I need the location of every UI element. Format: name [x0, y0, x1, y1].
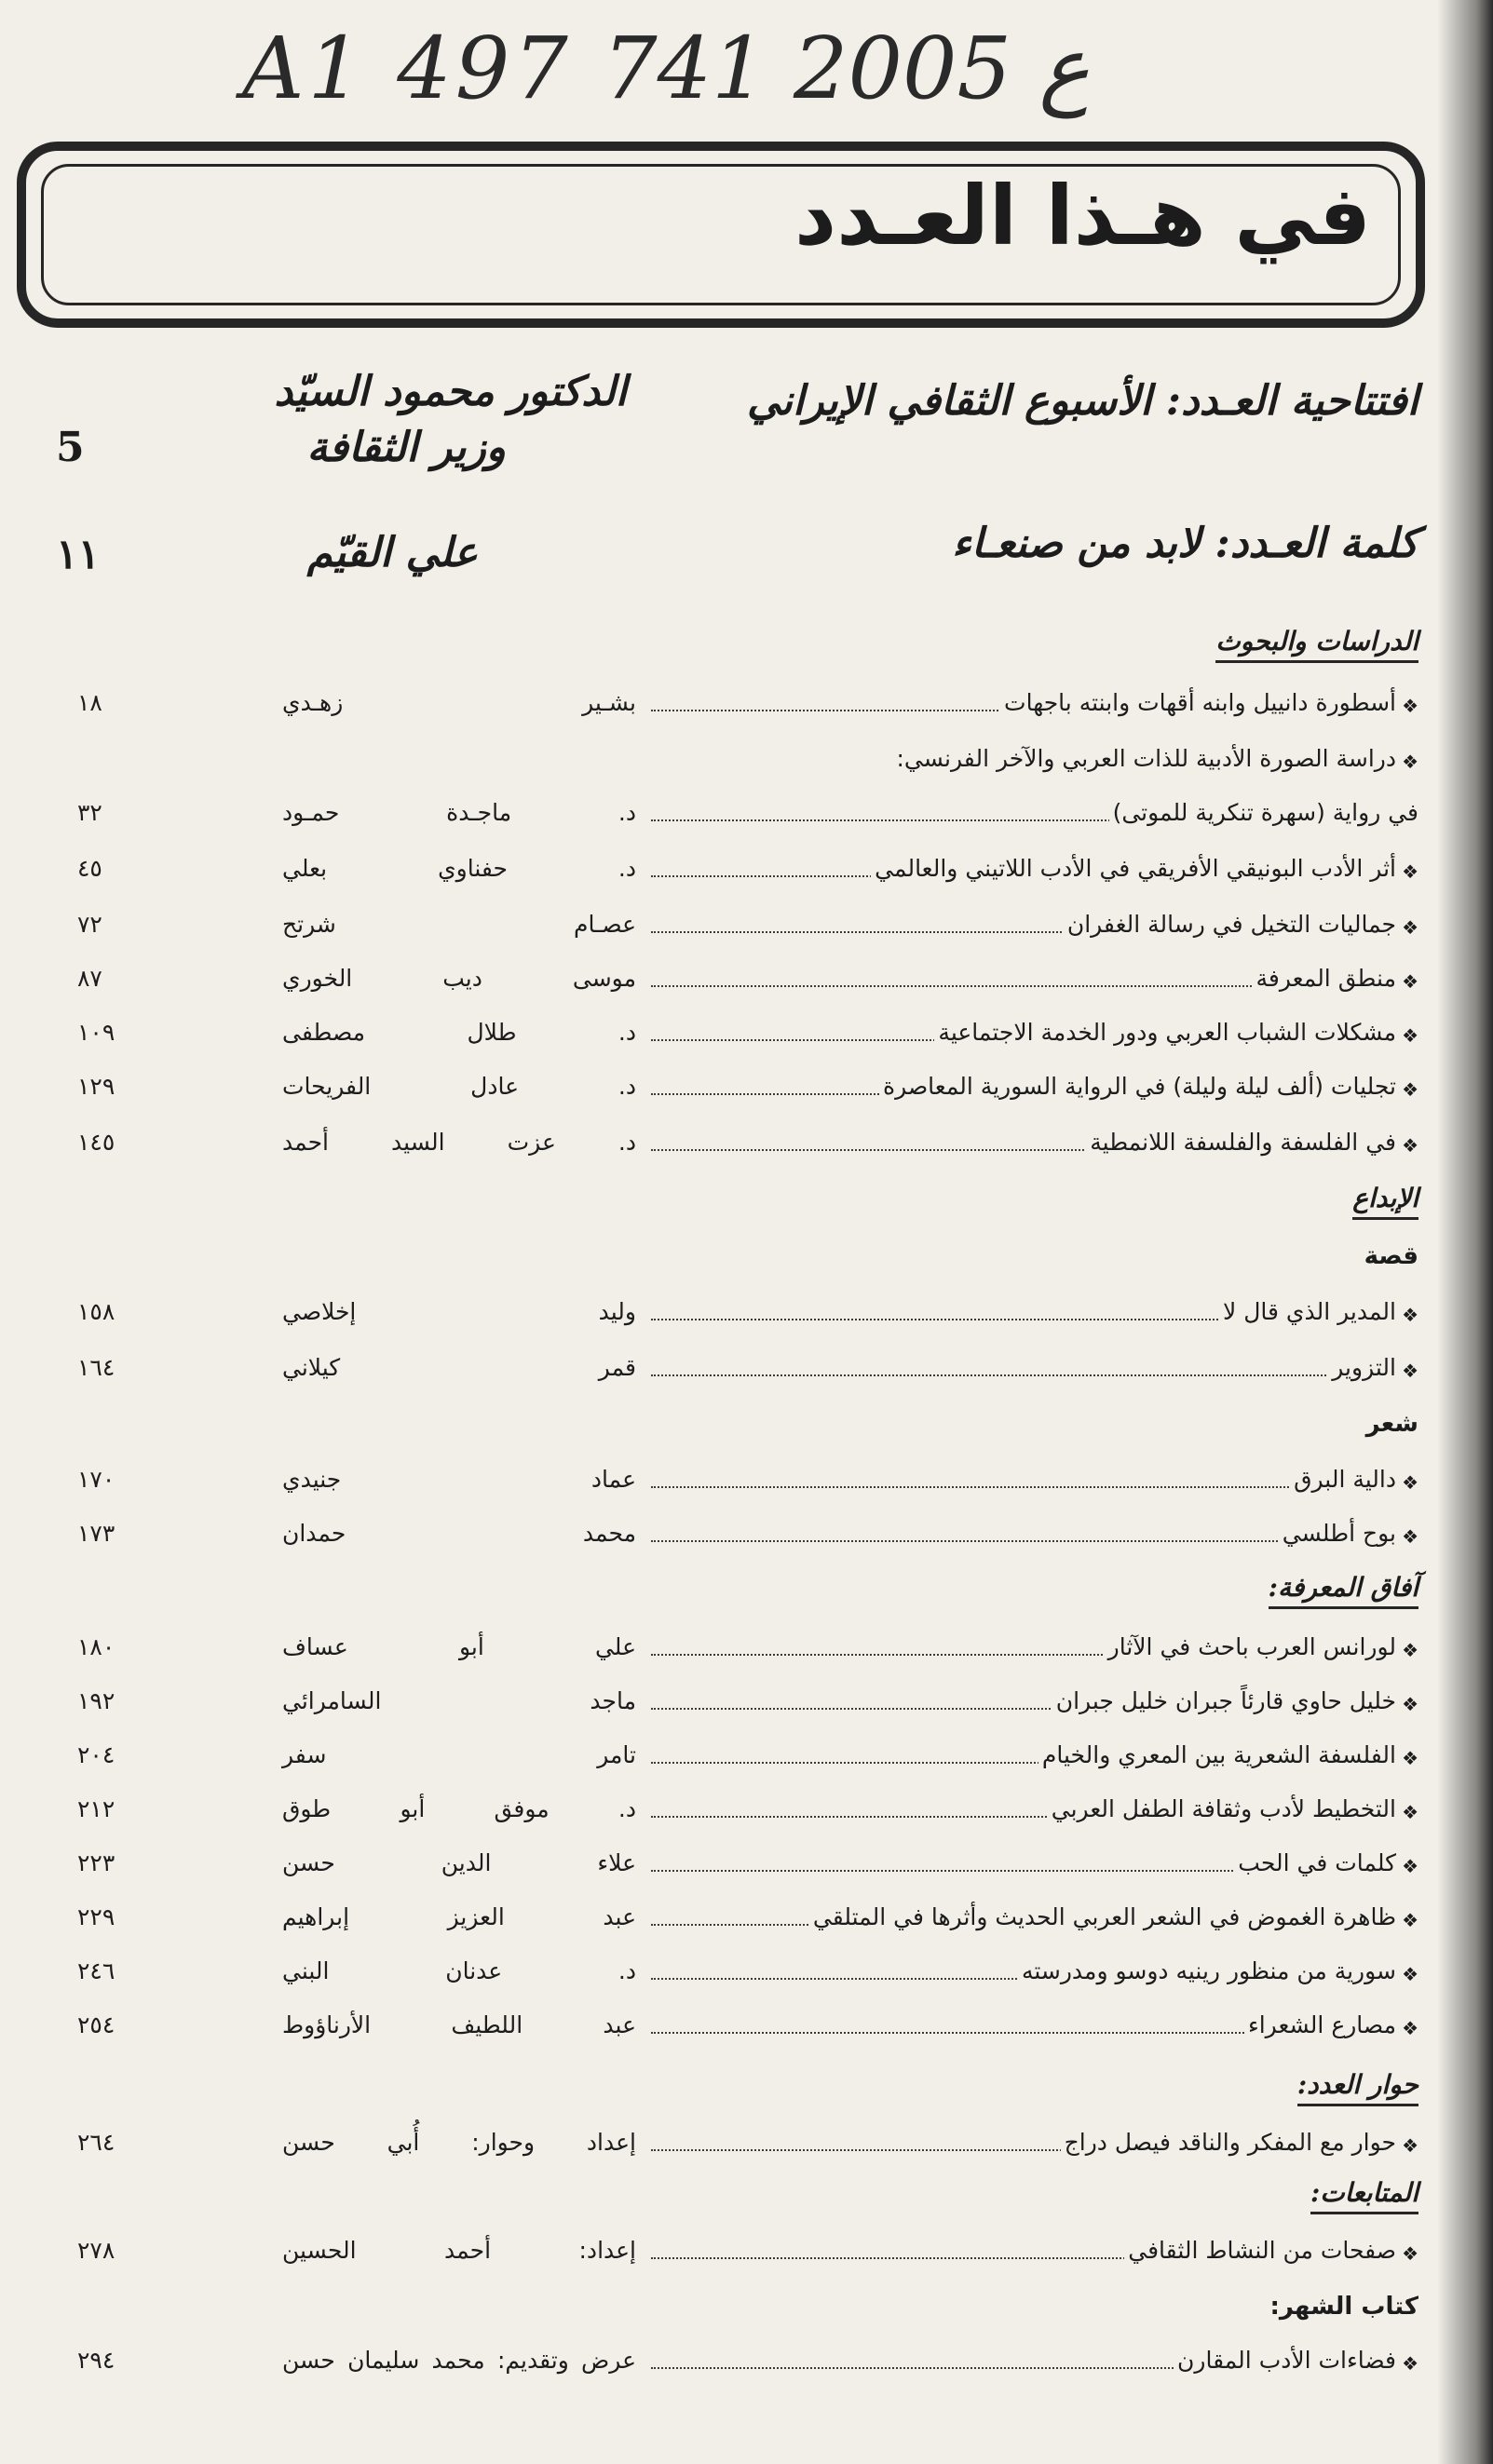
- dot-leader: [651, 1486, 1396, 1488]
- lead-entry-word-title[interactable]: كلمة العـدد: لابد من صنعـاء: [952, 520, 1418, 567]
- entry-author: موسى ديب الخوري: [282, 965, 636, 992]
- entry-author: د. طلال مصطفى: [282, 1019, 636, 1046]
- entry-author: ماجد السامرائي: [282, 1687, 636, 1714]
- entry-page: ٢١٢: [77, 1795, 115, 1822]
- toc-entry[interactable]: [77, 1957, 1418, 1998]
- entry-title: المدير الذي قال لا: [1219, 1298, 1396, 1325]
- entry-author: د. موفق أبو طوق: [282, 1795, 636, 1822]
- entry-author: د. حفناوي بعلي: [282, 855, 636, 882]
- toc-entry[interactable]: [77, 1741, 1418, 1782]
- entry-page: ٢٤٦: [77, 1957, 115, 1984]
- entry-page: ٢٧٨: [77, 2237, 115, 2264]
- bullet-icon: ❖: [1402, 1134, 1418, 1157]
- section-heading-followups: المتابعات:: [1310, 2177, 1418, 2214]
- toc-entry[interactable]: [77, 2347, 1418, 2388]
- entry-author: وليد إخلاصي: [282, 1298, 636, 1325]
- entry-title: التزوير: [1328, 1354, 1396, 1381]
- bullet-icon: ❖: [1402, 1801, 1418, 1823]
- bullet-icon: ❖: [1402, 2017, 1418, 2039]
- entry-author: عبد اللطيف الأرناؤوط: [282, 2011, 636, 2038]
- entry-title: في رواية (سهرة تنكرية للموتى): [1109, 799, 1418, 826]
- entry-title: ظاهرة الغموض في الشعر العربي الحديث وأثرها في المتلقي: [809, 1903, 1396, 1930]
- lead-entry-word-author: علي القيّم: [306, 529, 478, 576]
- entry-page: ١٨٠: [77, 1633, 115, 1660]
- entry-author: علي أبو عساف: [282, 1633, 636, 1660]
- entry-page: ١٧٣: [77, 1520, 115, 1547]
- toc-entry[interactable]: [77, 911, 1418, 952]
- entry-page: ٤٥: [77, 855, 102, 882]
- entry-page: ١٤٥: [77, 1129, 115, 1156]
- lead-entry-editorial-title[interactable]: افتتاحية العـدد: الأسبوع الثقافي الإيراني: [747, 377, 1418, 425]
- entry-author: قمر كيلاني: [282, 1354, 636, 1381]
- toc-entry[interactable]: [77, 1298, 1418, 1339]
- entry-author: عماد جنيدي: [282, 1466, 636, 1493]
- entry-title: دراسة الصورة الأدبية للذات العربي والآخر الفرنسي:: [892, 745, 1396, 772]
- entry-author: إعداد: أحمد الحسين: [282, 2237, 636, 2264]
- entry-title: حوار مع المفكر والناقد فيصل دراج: [1061, 2129, 1396, 2156]
- entry-page: ١٥٨: [77, 1298, 115, 1325]
- entry-title: فضاءات الأدب المقارن: [1174, 2347, 1396, 2374]
- toc-entry[interactable]: [77, 1687, 1418, 1728]
- entry-page: ٢٦٤: [77, 2129, 115, 2156]
- bullet-icon: ❖: [1402, 1963, 1418, 1985]
- entry-title: في الفلسفة والفلسفة اللانمطية: [1086, 1129, 1396, 1156]
- bullet-icon: ❖: [1402, 2242, 1418, 2265]
- toc-entry[interactable]: [77, 1129, 1418, 1170]
- entry-title: أثر الأدب البونيقي الأفريقي في الأدب اللاتيني والعالمي: [871, 855, 1396, 882]
- toc-entry[interactable]: [77, 1466, 1418, 1507]
- title-frame: [17, 142, 1425, 328]
- bullet-icon: ❖: [1402, 860, 1418, 883]
- lead-entry-word-page: ١١: [56, 531, 101, 578]
- entry-title: لورانس العرب باحث في الآثار: [1105, 1633, 1396, 1660]
- bullet-icon: ❖: [1402, 1693, 1418, 1715]
- entry-author: د. عزت السيد أحمد: [282, 1129, 636, 1156]
- bullet-icon: ❖: [1402, 1909, 1418, 1931]
- entry-page: ٧٢: [77, 911, 102, 938]
- bullet-icon: ❖: [1402, 1747, 1418, 1769]
- entry-author: محمد حمدان: [282, 1520, 636, 1547]
- bullet-icon: ❖: [1402, 1525, 1418, 1548]
- toc-entry[interactable]: [77, 1849, 1418, 1890]
- entry-author: د. عدنان البني: [282, 1957, 636, 1984]
- entry-author: بشـير زهـدي: [282, 689, 636, 716]
- bullet-icon: ❖: [1402, 695, 1418, 717]
- toc-entry[interactable]: [77, 1019, 1418, 1060]
- toc-entry[interactable]: [77, 689, 1418, 730]
- section-heading-creativity: الإبداع: [1352, 1183, 1418, 1220]
- toc-entry[interactable]: [77, 745, 1418, 786]
- entry-title: دالية البرق: [1290, 1466, 1396, 1493]
- toc-entry[interactable]: [77, 1520, 1418, 1561]
- toc-entry[interactable]: [77, 1633, 1418, 1674]
- entry-author: إعداد وحوار: أُبي حسن: [282, 2129, 636, 2156]
- entry-page: ٢٢٣: [77, 1849, 115, 1876]
- section-heading-studies: الدراسات والبحوث: [1215, 626, 1418, 663]
- toc-entry[interactable]: [77, 2129, 1418, 2170]
- entry-page: ٢٠٤: [77, 1741, 115, 1768]
- entry-page: ٣٢: [77, 799, 102, 826]
- entry-author: د. ماجـدة حمـود: [282, 799, 636, 826]
- entry-title: صفحات من النشاط الثقافي: [1124, 2237, 1396, 2264]
- lead-entry-editorial-page: 5: [56, 424, 85, 471]
- entry-page: ١٠٩: [77, 1019, 115, 1046]
- entry-author: عبد العزيز إبراهيم: [282, 1903, 636, 1930]
- entry-page: ١٨: [77, 689, 102, 716]
- entry-title: أسطورة دانييل وابنه أقهات وابنته باجهات: [1000, 689, 1396, 716]
- entry-page: ٨٧: [77, 965, 102, 992]
- page-binding-shadow: [1437, 0, 1493, 2464]
- lead-entry-editorial-author-role: وزير الثقافة: [306, 424, 506, 471]
- toc-entry[interactable]: [77, 2237, 1418, 2278]
- bullet-icon: ❖: [1402, 1471, 1418, 1494]
- entry-page: ٢٥٤: [77, 2011, 115, 2038]
- entry-title: مشكلات الشباب العربي ودور الخدمة الاجتماعية: [934, 1019, 1396, 1046]
- entry-page: ١٦٤: [77, 1354, 115, 1381]
- subsection-heading-story: قصة: [1364, 1242, 1418, 1270]
- bullet-icon: ❖: [1402, 1639, 1418, 1661]
- bullet-icon: ❖: [1402, 2134, 1418, 2157]
- entry-title: مصارع الشعراء: [1244, 2011, 1396, 2038]
- bullet-icon: ❖: [1402, 1024, 1418, 1047]
- entry-title: بوح أطلسي: [1279, 1520, 1396, 1547]
- entry-title: منطق المعرفة: [1253, 965, 1396, 992]
- entry-title: جماليات التخيل في رسالة الغفران: [1064, 911, 1396, 938]
- bullet-icon: ❖: [1402, 1078, 1418, 1101]
- entry-title: تجليات (ألف ليلة وليلة) في الرواية السورية المعاصرة: [879, 1073, 1396, 1100]
- toc-entry[interactable]: [77, 1795, 1418, 1836]
- entry-title: كلمات في الحب: [1234, 1849, 1396, 1876]
- toc-entry[interactable]: [77, 1354, 1418, 1395]
- entry-author: علاء الدين حسن: [282, 1849, 636, 1876]
- entry-author: تامر سفر: [282, 1741, 636, 1768]
- entry-author: عرض وتقديم: محمد سليمان حسن: [282, 2347, 636, 2374]
- toc-entry[interactable]: [77, 965, 1418, 1006]
- entry-page: ١٧٠: [77, 1466, 115, 1493]
- subsection-heading-poetry: شعر: [1365, 1410, 1418, 1438]
- toc-entry[interactable]: [77, 1903, 1418, 1944]
- toc-entry[interactable]: [77, 799, 1418, 840]
- entry-author: عصـام شرتح: [282, 911, 636, 938]
- bullet-icon: ❖: [1402, 751, 1418, 773]
- page-title: في هـذا العـدد: [794, 168, 1371, 264]
- bullet-icon: ❖: [1402, 1855, 1418, 1877]
- entry-page: ١٢٩: [77, 1073, 115, 1100]
- entry-page: ١٩٢: [77, 1687, 115, 1714]
- entry-title: خليل حاوي قارئاً جبران خليل جبران: [1052, 1687, 1396, 1714]
- bullet-icon: ❖: [1402, 970, 1418, 993]
- section-heading-horizons: آفاق المعرفة:: [1269, 1572, 1418, 1609]
- dot-leader: [651, 1374, 1396, 1376]
- bullet-icon: ❖: [1402, 1360, 1418, 1382]
- entry-author: د. عادل الفريحات: [282, 1073, 636, 1100]
- entry-title: الفلسفة الشعرية بين المعري والخيام: [1038, 1741, 1396, 1768]
- section-heading-book: كتاب الشهر:: [1269, 2293, 1418, 2321]
- handwritten-catalog-note: A1 497 ع 2005 741: [242, 19, 1091, 118]
- toc-entry[interactable]: [77, 855, 1418, 896]
- lead-entry-editorial-author: الدكتور محمود السيّد: [274, 368, 627, 415]
- toc-entry[interactable]: [77, 2011, 1418, 2052]
- bullet-icon: ❖: [1402, 916, 1418, 939]
- entry-page: ٢٩٤: [77, 2347, 115, 2374]
- bullet-icon: ❖: [1402, 1304, 1418, 1326]
- toc-entry[interactable]: [77, 1073, 1418, 1114]
- bullet-icon: ❖: [1402, 2352, 1418, 2375]
- section-heading-interview: حوار العدد:: [1297, 2069, 1418, 2106]
- entry-page: ٢٢٩: [77, 1903, 115, 1930]
- entry-title: سورية من منظور رينيه دوسو ومدرسته: [1018, 1957, 1396, 1984]
- entry-title: التخطيط لأدب وثقافة الطفل العربي: [1048, 1795, 1396, 1822]
